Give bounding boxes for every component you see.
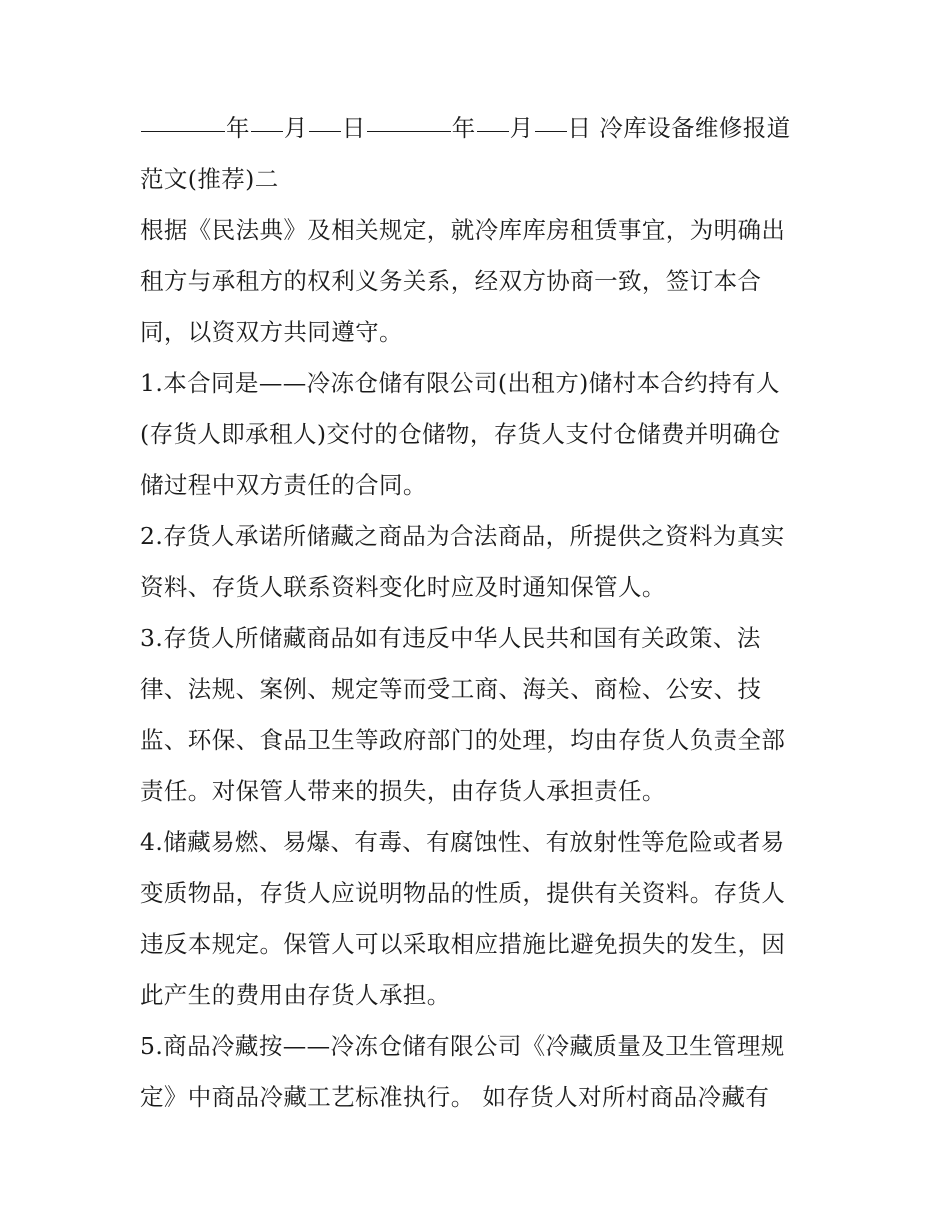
text-line: 资料、存货人联系资料变化时应及时通知保管人。 (140, 573, 666, 601)
month-blank-2 (477, 130, 509, 132)
text-line: 4.储藏易燃、易爆、有毒、有腐蚀性、有放射性等危险或者易 (140, 828, 785, 856)
text-line: (存货人即承租人)交付的仓储物，存货人支付仓储费并明确仓 (140, 420, 781, 448)
clause-3 (140, 613, 812, 817)
text-line: 定》中商品冷藏工艺标准执行。 如存货人对所村商品冷藏有 (140, 1083, 770, 1111)
clause-2 (140, 511, 812, 613)
year-blank-2 (367, 130, 451, 132)
text-line: 同，以资双方共同遵守。 (140, 318, 403, 346)
day-label-1: 日 (341, 114, 366, 142)
day-blank-2 (535, 130, 567, 132)
day-blank-1 (309, 130, 341, 132)
clause-1 (140, 358, 812, 511)
day-label-2: 日 (567, 114, 592, 142)
month-blank-1 (251, 130, 283, 132)
text-line: 责任。对保管人带来的损失，由存货人承担责任。 (140, 777, 666, 805)
text-line: 律、法规、案例、规定等而受工商、海关、商检、公安、技 (140, 675, 762, 703)
text-line: 监、环保、食品卫生等政府部门的处理，均由存货人负责全部 (140, 726, 786, 754)
year-label-2: 年 (451, 114, 476, 142)
text-line: 5.商品冷藏按——冷冻仓储有限公司《冷藏质量及卫生管理规 (140, 1032, 785, 1060)
year-blank-1 (141, 130, 225, 132)
year-label-1: 年 (226, 114, 250, 142)
clause-4 (140, 817, 812, 1021)
document-title: 冷库设备维修报道 (599, 114, 791, 142)
document-body (140, 103, 812, 1123)
text-line: 租方与承租方的权利义务关系，经双方协商一致，签订本合 (140, 267, 762, 295)
text-line: 储过程中双方责任的合同。 (140, 471, 427, 499)
month-label-1: 月 (283, 114, 308, 142)
clause-5 (140, 1021, 812, 1123)
text-line: 1.本合同是——冷冻仓储有限公司(出租方)储村本合约持有人 (140, 369, 780, 397)
month-label-2: 月 (509, 114, 534, 142)
text-line: 根据《民法典》及相关规定，就冷库库房租赁事宜，为明确出 (140, 216, 786, 244)
text-line: 违反本规定。保管人可以采取相应措施比避免损失的发生，因 (140, 930, 786, 958)
text-line: 2.存货人承诺所储藏之商品为合法商品，所提供之资料为真实 (140, 522, 785, 550)
text-line: 此产生的费用由存货人承担。 (140, 981, 451, 1009)
intro-paragraph (140, 205, 812, 358)
document-subtitle: 范文(推荐)二 (140, 165, 279, 193)
text-line: 变质物品，存货人应说明物品的性质，提供有关资料。存货人 (140, 879, 786, 907)
date-title-line (140, 103, 812, 154)
text-line: 3.存货人所储藏商品如有违反中华人民共和国有关政策、法 (140, 624, 761, 652)
